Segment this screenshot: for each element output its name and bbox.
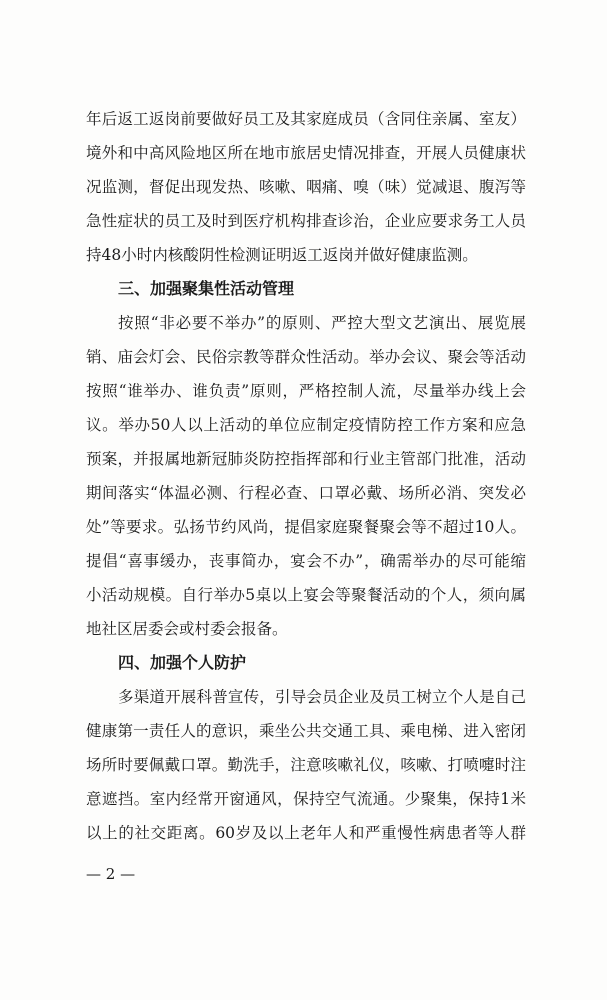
paragraph-line: 境外和中高风险地区所在地市旅居史情况排查，开展人员健康状 (86, 144, 526, 162)
section-heading: 四、加强个人防护 (118, 653, 247, 672)
paragraph-line: 销、庙会灯会、民俗宗教等群众性活动。举办会议、聚会等活动 (86, 348, 526, 366)
paragraph-line: 预案，并报属地新冠肺炎防控指挥部和行业主管部门批准，活动 (86, 450, 526, 468)
paragraph-line: 多渠道开展科普宣传，引导会员企业及员工树立个人是自己 (118, 688, 526, 706)
paragraph-line: 按照“非必要不举办”的原则、严控大型文艺演出、展览展 (118, 314, 526, 332)
paragraph-line: 期间落实“体温必测、行程必查、口罩必戴、场所必消、突发必 (86, 484, 526, 502)
paragraph-line: 况监测，督促出现发热、咳嗽、咽痛、嗅（味）觉减退、腹泻等 (86, 178, 526, 196)
paragraph-line: 健康第一责任人的意识，乘坐公共交通工具、乘电梯、进入密闭 (86, 722, 526, 740)
section-heading: 三、加强聚集性活动管理 (118, 279, 295, 298)
paragraph-line: 年后返工返岗前要做好员工及其家庭成员（含同住亲属、室友） (86, 110, 526, 128)
paragraph-line: 小活动规模。自行举办5桌以上宴会等聚餐活动的个人，须向属 (86, 586, 526, 604)
paragraph-line: 场所时要佩戴口罩。勤洗手，注意咳嗽礼仪，咳嗽、打喷嚏时注 (86, 756, 526, 774)
paragraph-line: 以上的社交距离。60岁及以上老年人和严重慢性病患者等人群 (86, 824, 526, 842)
paragraph-line: 急性症状的员工及时到医疗机构排查诊治，企业应要求务工人员 (86, 212, 526, 230)
paragraph-line: 提倡“喜事缓办，丧事简办，宴会不办”，确需举办的尽可能缩 (86, 552, 526, 570)
paragraph-line: 持48小时内核酸阴性检测证明返工返岗并做好健康监测。 (86, 246, 478, 264)
paragraph-line: 按照“谁举办、谁负责”原则，严格控制人流，尽量举办线上会 (86, 382, 526, 400)
page-number: — 2 — (86, 865, 136, 883)
paragraph-line: 地社区居委会或村委会报备。 (86, 620, 288, 638)
paragraph-line: 议。举办50人以上活动的单位应制定疫情防控工作方案和应急 (86, 416, 526, 434)
paragraph-line: 意遮挡。室内经常开窗通风，保持空气流通。少聚集，保持1米 (86, 790, 526, 808)
paragraph-line: 处”等要求。弘扬节约风尚，提倡家庭聚餐聚会等不超过10人。 (86, 518, 526, 536)
